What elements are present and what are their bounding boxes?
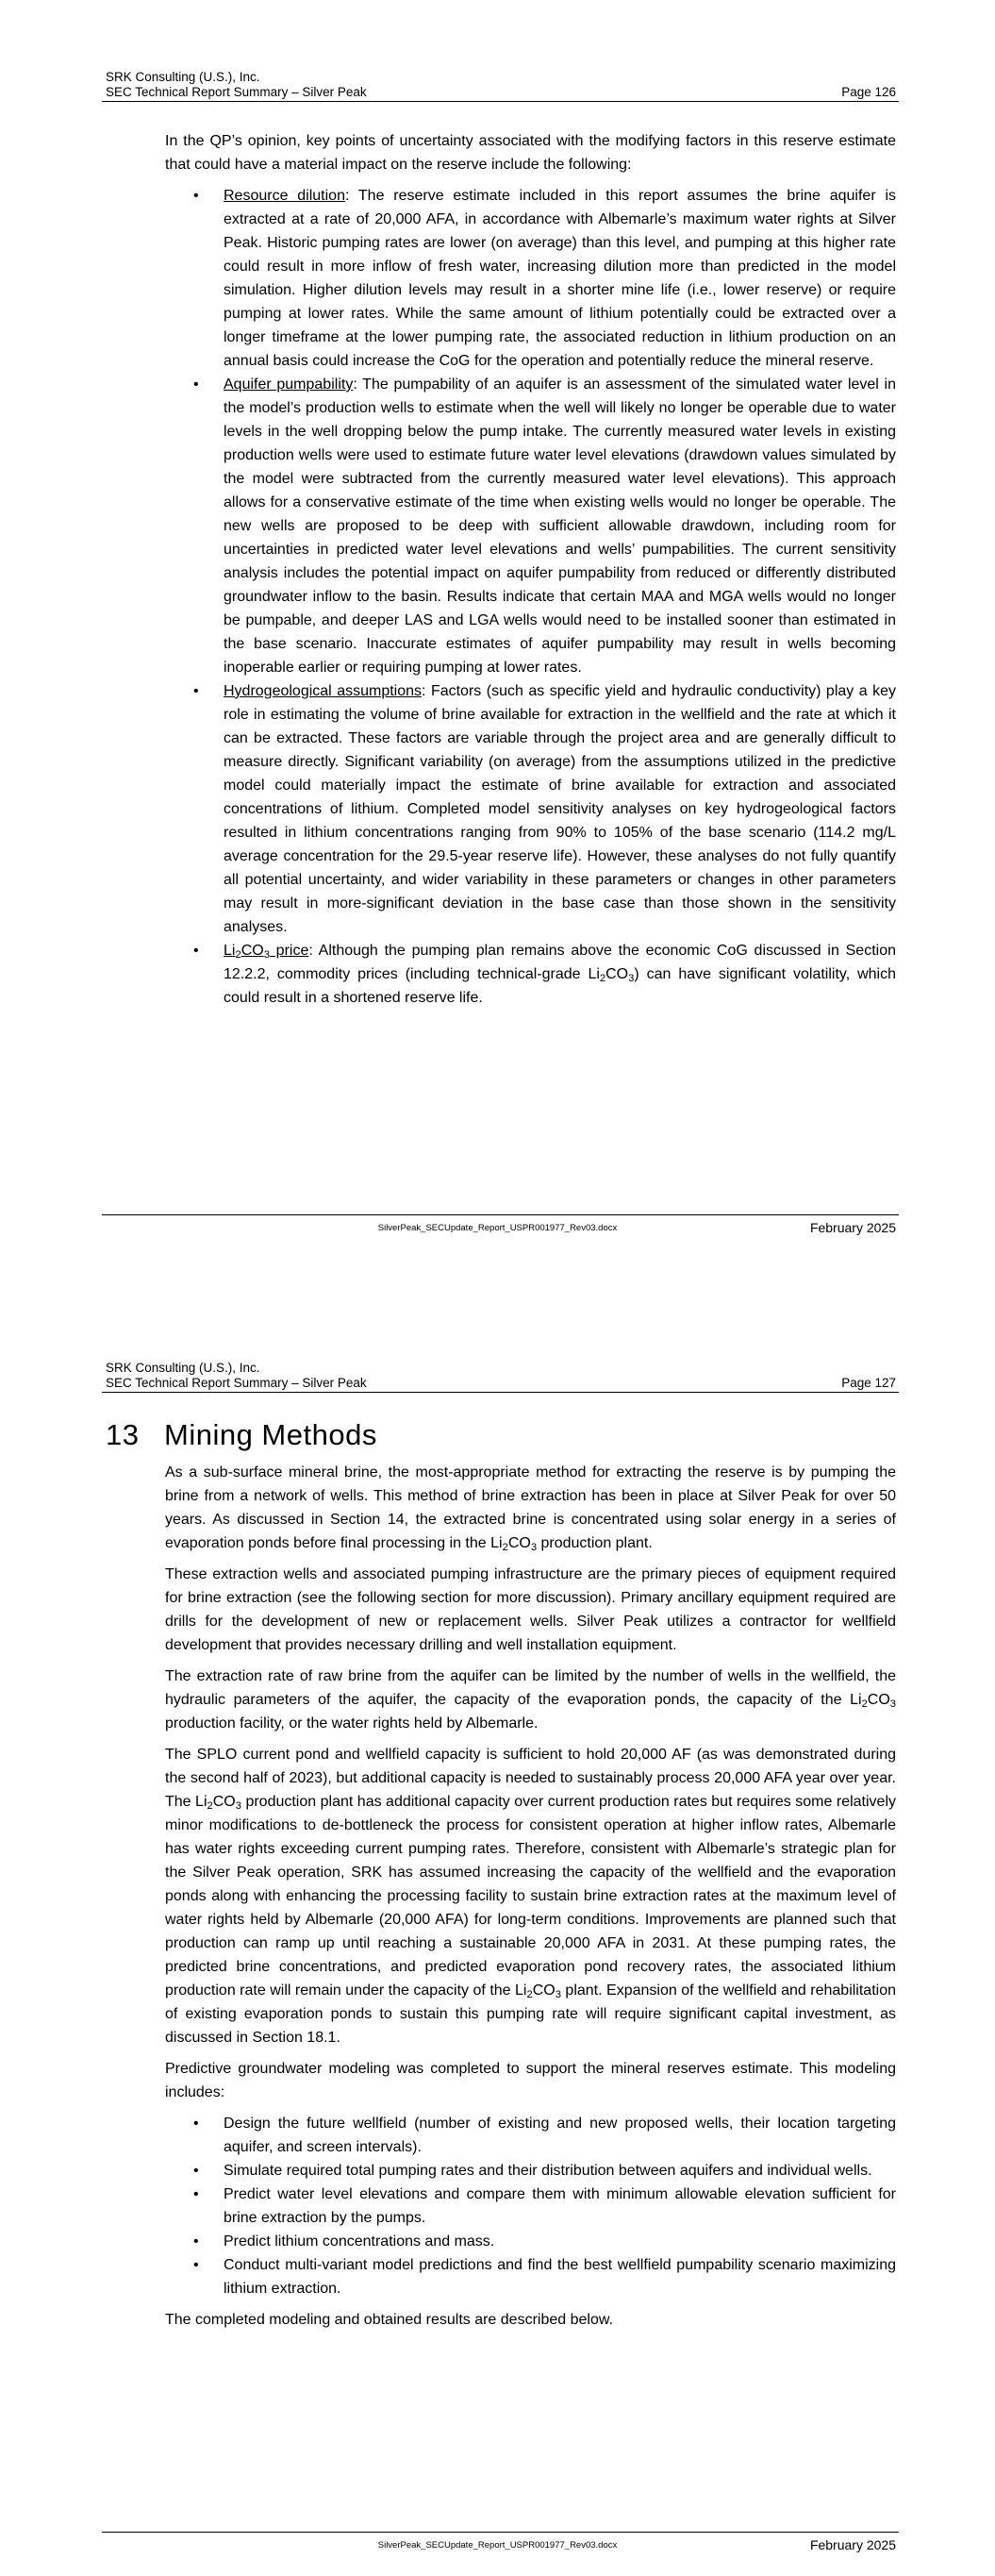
- text-part: ) can have significant volatility, which could result in a shortened reserve life.: [224, 966, 896, 1006]
- list-item: [165, 2159, 896, 2183]
- page-body: [165, 129, 896, 1010]
- list-item: [165, 2112, 896, 2159]
- item-text: Design the future wellfield (number of existing and new proposed wells, their location targeting aquifer, and screen intervals).: [224, 2116, 896, 2155]
- list-item: [165, 2230, 896, 2253]
- header-company: SRK Consulting (U.S.), Inc.: [106, 1361, 260, 1375]
- item-term: Aquifer pumpability: [224, 376, 354, 393]
- item-term: [224, 943, 308, 959]
- header-company: SRK Consulting (U.S.), Inc.: [106, 70, 260, 84]
- page-127: [0, 1307, 995, 2576]
- item-term: Resource dilution: [224, 188, 345, 204]
- text-part: CO: [212, 1794, 236, 1810]
- text-part: plant. Expansion of the wellfield and rehabilitation of existing evaporation ponds to sustain this pumping rate will require significant capital investment, as discussed in Section 18.1.: [165, 1982, 896, 2046]
- text-subscript: 2: [502, 1541, 508, 1553]
- footer-filename: SilverPeak_SECUpdate_Report_USPR001977_Rev03.docx: [377, 2540, 618, 2551]
- list-item: [165, 679, 896, 939]
- text-part: : Although the pumping plan remains above the economic CoG discussed in Section 12.2.2, commodity prices (including technical-grade Li: [224, 943, 897, 982]
- item-text: : Factors (such as specific yield and hydraulic conductivity) play a key role in estimating the volume of brine available for extraction in the wellfield and the rate at which it can be extracted. These factors are variable through the project area and are generally difficult to measure directly. Significant variability (on average) from the assumptions utilized in the predictive model could materially impact the estimate of brine available for extraction and associated concentrations of lithium. Completed model sensitivity analyses on key hydrogeological factors resulted in lithium concentrations ranging from 90% to 105% of the base scenario (114.2 mg/L average concentration for the 29.5-year reserve life). However, these analyses do not fully quantify all potential uncertainty, and wider variability in these parameters or changes in other parameters may result in more-significant deviation in the base case than those shown in the sensitivity analyses.: [224, 683, 897, 935]
- footer-rule: [102, 2532, 899, 2533]
- text-subscript: 3: [555, 1988, 561, 2000]
- list-item: [165, 939, 896, 1010]
- list-item: [165, 2183, 896, 2230]
- item-text: [224, 943, 896, 1006]
- list-item: [165, 184, 896, 373]
- footer-date: February 2025: [809, 1220, 896, 1235]
- text-subscript: 2: [526, 1988, 533, 2000]
- page-body: [165, 1461, 896, 2339]
- paragraph: [165, 1743, 896, 2049]
- paragraph: Predictive groundwater modeling was completed to support the mineral reserves estimate. This modeling includes:: [165, 2061, 896, 2100]
- text-part: CO: [605, 966, 629, 982]
- bullet-icon: •: [193, 376, 199, 393]
- bullet-icon: •: [193, 2163, 199, 2179]
- paragraph: [165, 1461, 896, 1555]
- footer-rule: [102, 1214, 899, 1215]
- header-rule: [102, 1392, 899, 1393]
- text-part: production plant.: [537, 1535, 653, 1551]
- text-subscript: 3: [889, 1698, 896, 1710]
- paragraph: The completed modeling and obtained results are described below.: [165, 2312, 613, 2328]
- page-header: [106, 70, 896, 100]
- header-page-number: Page 126: [841, 85, 896, 99]
- bullet-icon: •: [193, 943, 199, 959]
- item-term: Hydrogeological assumptions: [224, 683, 423, 699]
- bullet-icon: •: [193, 2116, 199, 2132]
- bullet-icon: •: [193, 2186, 199, 2202]
- term-subscript: 3: [263, 948, 270, 961]
- text-part: The SPLO current pond and wellfield capacity is sufficient to hold 20,000 AF (as was demonstrated during the second half of 2023), but additional capacity is needed to sustainably process 20,000 AFA year over year. The Li: [165, 1747, 896, 1810]
- bullet-icon: •: [193, 2257, 199, 2273]
- item-text: Predict water level elevations and compare them with minimum allowable elevation sufficient for brine extraction by the pumps.: [224, 2186, 896, 2226]
- text-part: CO: [532, 1982, 556, 1999]
- text-part: CO: [867, 1692, 890, 1708]
- text-subscript: 3: [235, 1799, 241, 1812]
- text-subscript: 2: [861, 1698, 868, 1710]
- footer-filename: SilverPeak_SECUpdate_Report_USPR001977_Rev03.docx: [377, 1223, 618, 1233]
- footer-date: February 2025: [809, 2537, 896, 2552]
- text-part: production facility, or the water rights held by Albemarle.: [165, 1715, 539, 1731]
- item-text: Simulate required total pumping rates and their distribution between aquifers and individual wells.: [224, 2163, 872, 2179]
- bullet-icon: •: [193, 2233, 199, 2250]
- intro-paragraph: In the QP’s opinion, key points of uncertainty associated with the modifying factors in this reserve estimate that could have a material impact on the reserve include the following:: [165, 133, 896, 173]
- text-subscript: 3: [530, 1541, 538, 1553]
- section-heading: [106, 1417, 377, 1453]
- section-number: 13: [106, 1418, 140, 1451]
- paragraph: These extraction wells and associated pumping infrastructure are the primary pieces of equipment required for brine extraction (see the following section for more discussion). Primary ancillary equipment required are drills for the development of new or replacement wells. Silver Peak utilizes a contractor for wellfield development that provides necessary drilling and well installation equipment.: [165, 1566, 896, 1653]
- bullet-icon: •: [193, 188, 199, 204]
- list-item: [165, 373, 896, 679]
- header-page-number: Page 127: [841, 1376, 896, 1390]
- term-part: Li: [224, 943, 236, 959]
- item-text: : The reserve estimate included in this report assumes the brine aquifer is extracted at a rate of 20,000 AFA, in accordance with Albemarle’s maximum water rights at Silver Peak. Historic pumping rates are lower (on average) than this level, and pumping at this higher rate could result in more inflow of fresh water, increasing dilution more than predicted in the model simulation. Higher dilution levels may result in a shorter mine life (i.e., lower reserve) or require pumping at lower rates. While the same amount of lithium potentially could be extracted over a longer timeframe at the lower pumping rate, the associated reduction in lithium production on an annual basis could increase the CoG for the operation and potentially reduce the mineral reserve.: [224, 188, 896, 369]
- text-part: As a sub-surface mineral brine, the most-appropriate method for extracting the reserve is by pumping the brine from a network of wells. This method of brine extraction has been in place at Silver Peak for over 50 years. As discussed in Section 14, the extracted brine is concentrated using solar energy in a series of evaporation ponds before final processing in the Li: [165, 1464, 896, 1551]
- uncertainty-list: [165, 184, 896, 1010]
- header-report-title: SEC Technical Report Summary – Silver Peak: [106, 85, 367, 99]
- header-report-title: SEC Technical Report Summary – Silver Peak: [106, 1376, 367, 1390]
- term-part: CO: [240, 943, 264, 959]
- item-text: : The pumpability of an aquifer is an assessment of the simulated water level in the model’s production wells to estimate when the well will likely no longer be operable due to water levels in the well dropping below the pump intake. The currently measured water levels in existing production wells were used to estimate future water level elevations (drawdown values simulated by the model were subtracted from the currently measured water level elevations). This approach allows for a conservative estimate of the time when existing wells would no longer be operable. The new wells are proposed to be deep with sufficient allowable drawdown, including room for uncertainties in predicted water level elevations and wells’ pumpabilities. The current sensitivity analysis includes the potential impact on aquifer pumpability from reduced or differently distributed groundwater inflow to the basin. Results indicate that certain MAA and MGA wells would no longer be pumpable, and deeper LAS and LGA wells would need to be installed sooner than estimated in the base scenario. Inaccurate estimates of aquifer pumpability may result in wells becoming inoperable earlier or requiring pumping at lower rates.: [224, 376, 897, 676]
- page-header: [106, 1361, 896, 1391]
- bullet-icon: •: [193, 683, 199, 699]
- section-title: Mining Methods: [164, 1418, 377, 1451]
- modeling-list: [165, 2112, 896, 2300]
- paragraph: [165, 1664, 896, 1735]
- list-item: [165, 2253, 896, 2300]
- header-rule: [102, 101, 899, 102]
- text-subscript: 3: [628, 972, 635, 984]
- term-part: price: [269, 943, 309, 959]
- text-part: CO: [507, 1535, 531, 1551]
- text-subscript: 2: [207, 1799, 213, 1812]
- text-part: production plant has additional capacity over current production rates but requires some relatively minor modifications to de-bottleneck the process for consistent operation at higher inflow rates, Albemarle has water rights exceeding current pumping rates. Therefore, consistent with Albemarle’s strategic plan for the Silver Peak operation, SRK has assumed increasing the capacity of the wellfield and the evaporation ponds along with enhancing the processing facility to sustain brine extraction rates at the maximum level of water rights held by Albemarle (20,000 AFA) for long-term conditions. Improvements are planned such that production can ramp up until reaching a sustainable 20,000 AFA in 2031. At these pumping rates, the predicted brine concentrations, and predicted evaporation pond recovery rates, the associated lithium production rate will remain under the capacity of the Li: [165, 1794, 896, 1999]
- term-subscript: 2: [235, 948, 241, 961]
- text-part: The extraction rate of raw brine from the aquifer can be limited by the number of wells in the wellfield, the hydraulic parameters of the aquifer, the capacity of the evaporation ponds, the capacity of the Li: [165, 1668, 896, 1708]
- text-subscript: 2: [599, 972, 606, 984]
- item-text: Conduct multi-variant model predictions and find the best wellfield pumpability scenario maximizing lithium extraction.: [224, 2257, 896, 2297]
- item-text: Predict lithium concentrations and mass.: [224, 2233, 495, 2250]
